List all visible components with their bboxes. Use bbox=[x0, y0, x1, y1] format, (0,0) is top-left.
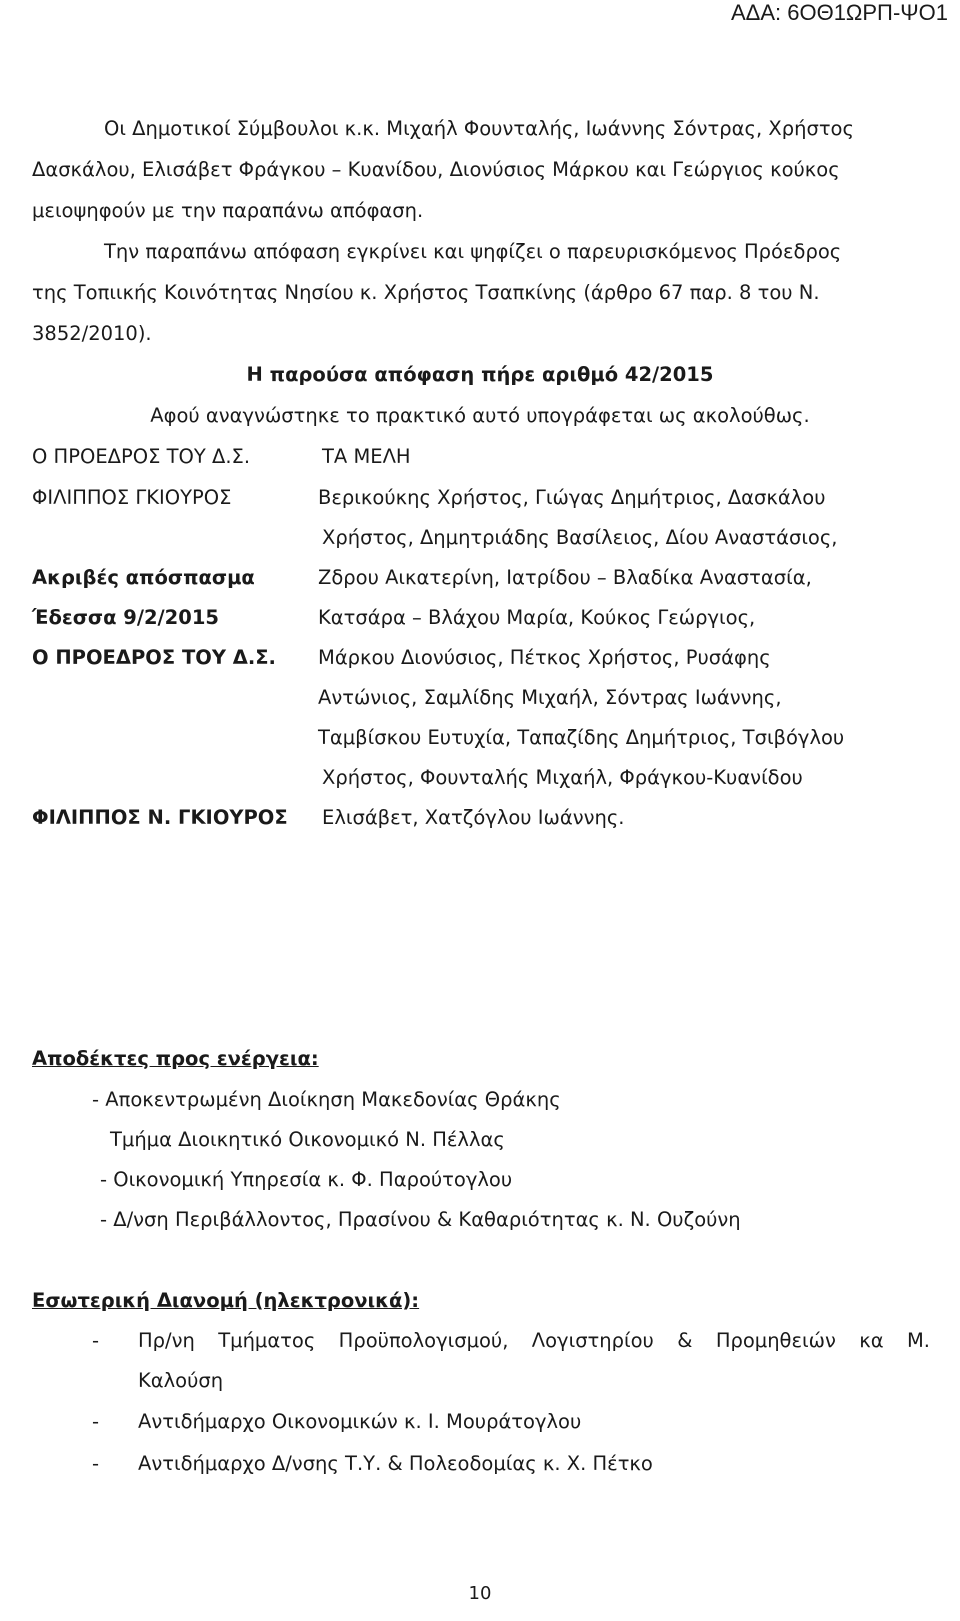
members-line: Αντώνιος, Σαμλίδης Μιχαήλ, Σόντρας Ιωάννης, bbox=[318, 686, 782, 709]
exact-copy-label: Ακριβές απόσπασμα bbox=[32, 566, 255, 589]
president-heading-2: Ο ΠΡΟΕΔΡΟΣ ΤΟΥ Δ.Σ. bbox=[32, 646, 276, 669]
members-heading: ΤΑ ΜΕΛΗ bbox=[322, 445, 411, 468]
members-line: Βερικούκης Χρήστος, Γιώγας Δημήτριος, Δασκάλου bbox=[318, 486, 826, 509]
internal-item-2: Αντιδήμαρχο Οικονομικών κ. Ι. Μουράτογλου bbox=[138, 1410, 582, 1433]
recipient-item: - Δ/νση Περιβάλλοντος, Πρασίνου & Καθαριότητας κ. Ν. Ουζούνη bbox=[100, 1208, 741, 1231]
signing-note: Αφού αναγνώστηκε το πρακτικό αυτό υπογράφεται ως ακολούθως. bbox=[150, 404, 810, 427]
members-line: Ζδρου Αικατερίνη, Ιατρίδου – Βλαδίκα Αναστασία, bbox=[318, 566, 812, 589]
ada-code: ΑΔΑ: 6ΟΘ1ΩΡΠ-ΨΟ1 bbox=[730, 0, 948, 25]
internal-dash: - bbox=[92, 1410, 100, 1433]
paragraph-2-line-2: της Τοπιικής Κοινότητας Νησίου κ. Χρήστος Τσαπκίνης (άρθρο 67 παρ. 8 του Ν. bbox=[32, 281, 820, 304]
paragraph-1-line-1: Οι Δημοτικοί Σύμβουλοι κ.κ. Μιχαήλ Φουνταλής, Ιωάννης Σόντρας, Χρήστος bbox=[104, 117, 854, 140]
members-line: Μάρκου Διονύσιος, Πέτκος Χρήστος, Ρυσάφης bbox=[318, 646, 771, 669]
internal-item-1-line-1: Πρ/νη Τμήματος Προϋπολογισμού, Λογιστηρίου & Προμηθειών κα Μ. bbox=[138, 1329, 930, 1352]
members-line: Ελισάβετ, Χατζόγλου Ιωάννης. bbox=[322, 806, 625, 829]
internal-item-3: Αντιδήμαρχο Δ/νσης Τ.Υ. & Πολεοδομίας κ. Χ. Πέτκο bbox=[138, 1452, 653, 1475]
president-name: ΦΙΛΙΠΠΟΣ ΓΚΙΟΥΡΟΣ bbox=[32, 486, 232, 509]
decision-number: Η παρούσα απόφαση πήρε αριθμό 42/2015 bbox=[246, 363, 714, 386]
recipient-item: - Οικονομική Υπηρεσία κ. Φ. Παρούτογλου bbox=[100, 1168, 513, 1191]
place-date: Έδεσσα 9/2/2015 bbox=[32, 606, 219, 629]
recipient-item: Τμήμα Διοικητικό Οικονομικό Ν. Πέλλας bbox=[110, 1128, 505, 1151]
internal-item-1-line-2: Καλούση bbox=[138, 1369, 224, 1392]
president-heading: Ο ΠΡΟΕΔΡΟΣ ΤΟΥ Δ.Σ. bbox=[32, 445, 251, 468]
members-line: Χρήστος, Δημητριάδης Βασίλειος, Δίου Αναστάσιος, bbox=[322, 526, 838, 549]
internal-heading: Εσωτερική Διανομή (ηλεκτρονικά): bbox=[32, 1289, 420, 1312]
paragraph-1-line-3: μειοψηφούν με την παραπάνω απόφαση. bbox=[32, 199, 424, 222]
president-name-2: ΦΙΛΙΠΠΟΣ Ν. ΓΚΙΟΥΡΟΣ bbox=[32, 806, 288, 829]
recipients-heading: Αποδέκτες προς ενέργεια: bbox=[32, 1047, 319, 1070]
internal-dash: - bbox=[92, 1329, 100, 1352]
paragraph-2-line-3: 3852/2010). bbox=[32, 322, 152, 345]
page-number: 10 bbox=[468, 1583, 492, 1604]
paragraph-1-line-2: Δασκάλου, Ελισάβετ Φράγκου – Κυανίδου, Διονύσιος Μάρκου και Γεώργιος κούκος bbox=[32, 158, 840, 181]
members-line: Ταμβίσκου Ευτυχία, Ταπαζίδης Δημήτριος, Τσιβόγλου bbox=[318, 726, 845, 749]
members-line: Κατσάρα – Βλάχου Μαρία, Κούκος Γεώργιος, bbox=[318, 606, 756, 629]
recipient-item: - Αποκεντρωμένη Διοίκηση Μακεδονίας Θράκης bbox=[92, 1088, 561, 1111]
members-line: Χρήστος, Φουνταλής Μιχαήλ, Φράγκου-Κυανίδου bbox=[322, 766, 803, 789]
internal-dash: - bbox=[92, 1452, 100, 1475]
paragraph-2-line-1: Την παραπάνω απόφαση εγκρίνει και ψηφίζει ο παρευρισκόμενος Πρόεδρος bbox=[104, 240, 842, 263]
